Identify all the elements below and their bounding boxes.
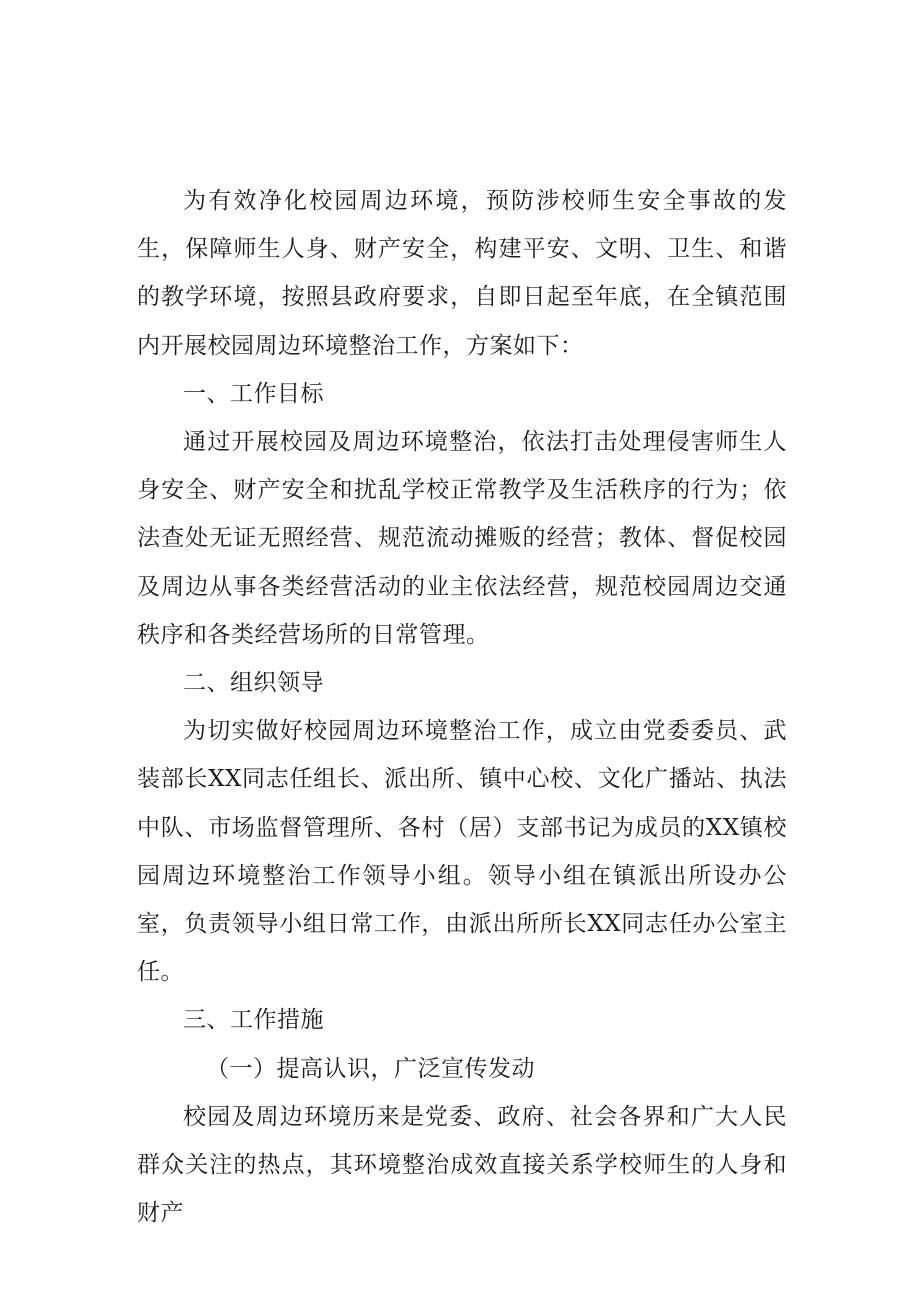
- section-heading-goals: 一、工作目标: [183, 380, 324, 407]
- section-heading-leadership: 二、组织领导: [183, 670, 324, 697]
- section-heading-measures: 三、工作措施: [183, 1007, 324, 1034]
- subsection-body-publicity: 校园及周边环境历来是党委、政府、社会各界和广大人民群众关注的热点，其环境整治成效直接关系学校师生的人身和财产: [137, 1103, 787, 1227]
- document-body: [137, 177, 787, 1237]
- section-body-leadership: 为切实做好校园周边环境整治工作，成立由党委委员、武装部长XX同志任组长、派出所、镇中心校、文化广播站、执法中队、市场监督管理所、各村（居）支部书记为成员的XX镇校园周边环境整治工作领导小组。领导小组在镇派出所设办公室，负责领导小组日常工作，由派出所所长XX同志任办公室主任。: [137, 718, 787, 986]
- intro-paragraph: 为有效净化校园周边环境，预防涉校师生安全事故的发生，保障师生人身、财产安全，构建平安、文明、卫生、和谐的教学环境，按照县政府要求，自即日起至年底，在全镇范围内开展校园周边环境整治工作，方案如下：: [137, 188, 787, 359]
- subsection-heading-publicity: （一）提高认识，广泛宣传发动: [206, 1055, 535, 1082]
- section-body-goals: 通过开展校园及周边环境整治，依法打击处理侵害师生人身安全、财产安全和扰乱学校正常教学及生活秩序的行为；依法查处无证无照经营、规范流动摊贩的经营；教体、督促校园及周边从事各类经营活动的业主依法经营，规范校园周边交通秩序和各类经营场所的日常管理。: [137, 429, 787, 648]
